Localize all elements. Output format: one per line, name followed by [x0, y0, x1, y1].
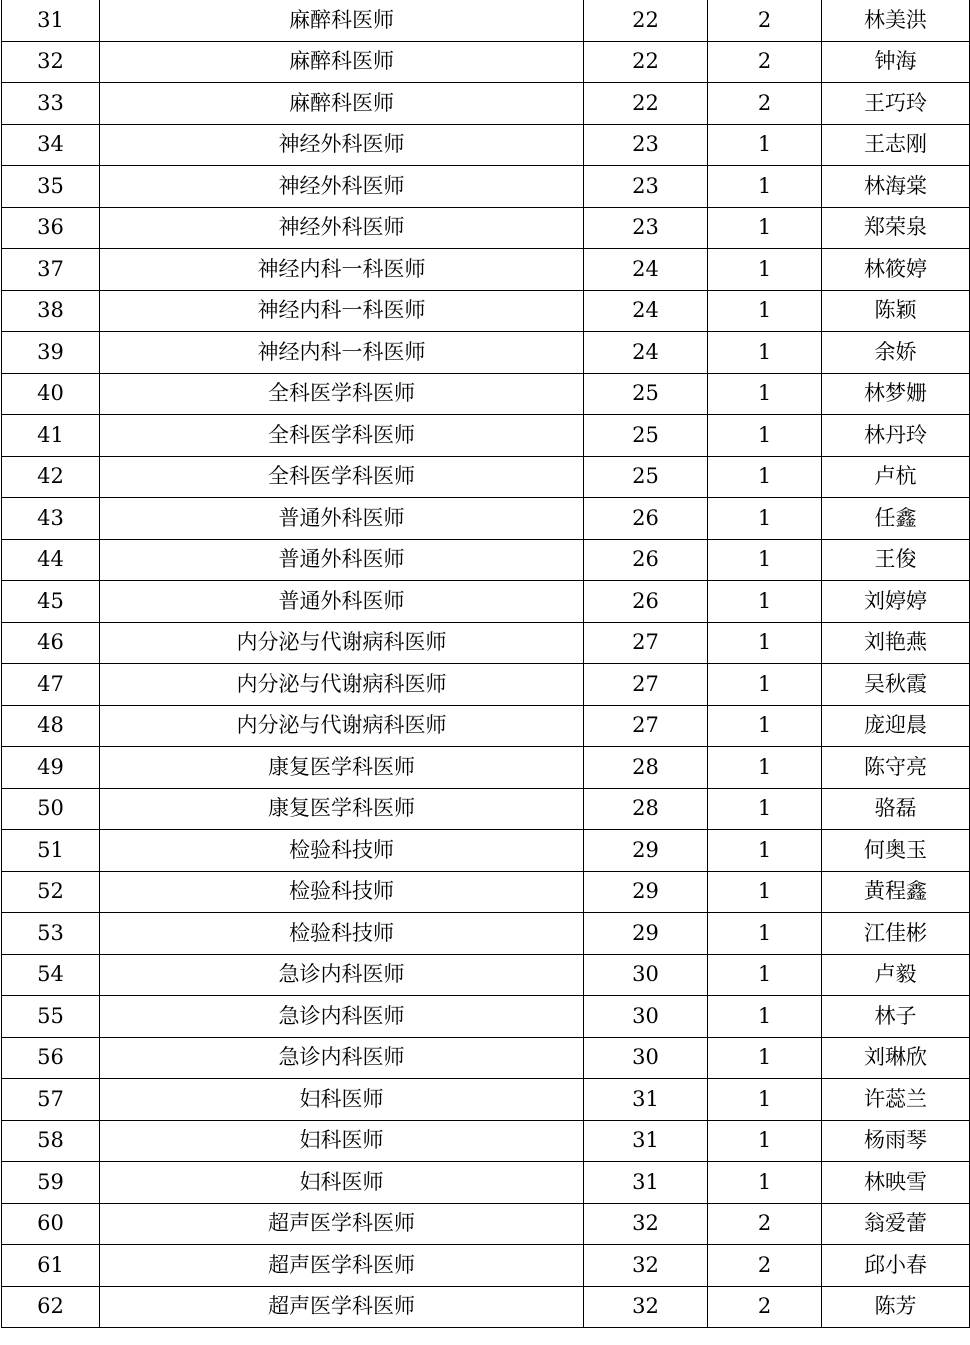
table-row: [2, 83, 970, 125]
cell-position: 康复医学科医师: [100, 747, 584, 789]
cell-serial-number: 55: [2, 996, 100, 1038]
cell-candidate-name: 吴秋霞: [822, 664, 970, 706]
cell-serial-number: 61: [2, 1245, 100, 1287]
cell-serial-number: 38: [2, 290, 100, 332]
table-row: [2, 332, 970, 374]
cell-position: 内分泌与代谢病科医师: [100, 664, 584, 706]
table-row: [2, 830, 970, 872]
cell-position-code: 30: [584, 996, 708, 1038]
cell-hiring-count: 1: [708, 373, 822, 415]
table-body: [2, 0, 970, 1328]
table-row: [2, 622, 970, 664]
cell-hiring-count: 1: [708, 788, 822, 830]
cell-position-code: 22: [584, 0, 708, 41]
cell-candidate-name: 王志刚: [822, 124, 970, 166]
cell-position-code: 24: [584, 249, 708, 291]
cell-serial-number: 31: [2, 0, 100, 41]
cell-position-code: 31: [584, 1162, 708, 1204]
cell-candidate-name: 卢毅: [822, 954, 970, 996]
cell-candidate-name: 骆磊: [822, 788, 970, 830]
cell-candidate-name: 刘艳燕: [822, 622, 970, 664]
table-row: [2, 871, 970, 913]
cell-position: 神经外科医师: [100, 166, 584, 208]
table-row: [2, 705, 970, 747]
cell-hiring-count: 1: [708, 1079, 822, 1121]
cell-position: 神经内科一科医师: [100, 249, 584, 291]
cell-position: 妇科医师: [100, 1079, 584, 1121]
cell-candidate-name: 陈芳: [822, 1286, 970, 1328]
cell-position: 全科医学科医师: [100, 456, 584, 498]
cell-hiring-count: 1: [708, 539, 822, 581]
cell-position: 检验科技师: [100, 913, 584, 955]
cell-candidate-name: 陈颖: [822, 290, 970, 332]
cell-hiring-count: 1: [708, 415, 822, 457]
table-row: [2, 581, 970, 623]
cell-position: 检验科技师: [100, 830, 584, 872]
cell-hiring-count: 1: [708, 830, 822, 872]
cell-position-code: 25: [584, 456, 708, 498]
cell-hiring-count: 1: [708, 954, 822, 996]
cell-position: 神经内科一科医师: [100, 332, 584, 374]
cell-position-code: 25: [584, 415, 708, 457]
cell-serial-number: 56: [2, 1037, 100, 1079]
cell-hiring-count: 1: [708, 124, 822, 166]
table-row: [2, 41, 970, 83]
cell-candidate-name: 卢杭: [822, 456, 970, 498]
cell-serial-number: 51: [2, 830, 100, 872]
table-row: [2, 166, 970, 208]
table-row: [2, 290, 970, 332]
cell-serial-number: 41: [2, 415, 100, 457]
cell-candidate-name: 钟海: [822, 41, 970, 83]
cell-position-code: 31: [584, 1120, 708, 1162]
cell-position-code: 32: [584, 1286, 708, 1328]
cell-position: 内分泌与代谢病科医师: [100, 622, 584, 664]
table-row: [2, 1286, 970, 1328]
table-row: [2, 1245, 970, 1287]
cell-candidate-name: 王俊: [822, 539, 970, 581]
cell-candidate-name: 何奥玉: [822, 830, 970, 872]
cell-candidate-name: 庞迎晨: [822, 705, 970, 747]
cell-hiring-count: 1: [708, 1162, 822, 1204]
cell-hiring-count: 1: [708, 290, 822, 332]
cell-candidate-name: 任鑫: [822, 498, 970, 540]
table-row: [2, 415, 970, 457]
cell-candidate-name: 林映雪: [822, 1162, 970, 1204]
cell-position: 麻醉科医师: [100, 0, 584, 41]
cell-serial-number: 53: [2, 913, 100, 955]
table-row: [2, 207, 970, 249]
cell-position: 超声医学科医师: [100, 1286, 584, 1328]
cell-serial-number: 34: [2, 124, 100, 166]
table-row: [2, 539, 970, 581]
cell-hiring-count: 1: [708, 456, 822, 498]
table-row: [2, 1120, 970, 1162]
cell-position-code: 27: [584, 664, 708, 706]
cell-position: 急诊内科医师: [100, 954, 584, 996]
cell-serial-number: 58: [2, 1120, 100, 1162]
table-row: [2, 954, 970, 996]
cell-serial-number: 44: [2, 539, 100, 581]
cell-position-code: 27: [584, 622, 708, 664]
cell-position: 全科医学科医师: [100, 373, 584, 415]
cell-position-code: 32: [584, 1203, 708, 1245]
cell-position: 急诊内科医师: [100, 1037, 584, 1079]
cell-serial-number: 35: [2, 166, 100, 208]
table-row: [2, 1203, 970, 1245]
cell-serial-number: 60: [2, 1203, 100, 1245]
cell-hiring-count: 1: [708, 249, 822, 291]
cell-hiring-count: 2: [708, 1203, 822, 1245]
cell-hiring-count: 2: [708, 0, 822, 41]
cell-position: 急诊内科医师: [100, 996, 584, 1038]
cell-serial-number: 39: [2, 332, 100, 374]
cell-position: 检验科技师: [100, 871, 584, 913]
cell-position-code: 24: [584, 332, 708, 374]
cell-position-code: 29: [584, 830, 708, 872]
cell-candidate-name: 林丹玲: [822, 415, 970, 457]
cell-position-code: 26: [584, 581, 708, 623]
cell-position-code: 26: [584, 539, 708, 581]
cell-serial-number: 62: [2, 1286, 100, 1328]
cell-hiring-count: 2: [708, 41, 822, 83]
cell-serial-number: 50: [2, 788, 100, 830]
cell-candidate-name: 黄程鑫: [822, 871, 970, 913]
cell-position-code: 23: [584, 124, 708, 166]
cell-position-code: 31: [584, 1079, 708, 1121]
cell-hiring-count: 1: [708, 705, 822, 747]
cell-position-code: 22: [584, 41, 708, 83]
cell-candidate-name: 林海棠: [822, 166, 970, 208]
cell-position-code: 22: [584, 83, 708, 125]
cell-serial-number: 49: [2, 747, 100, 789]
cell-hiring-count: 1: [708, 166, 822, 208]
cell-position: 普通外科医师: [100, 539, 584, 581]
table-row: [2, 747, 970, 789]
cell-serial-number: 54: [2, 954, 100, 996]
table-row: [2, 1162, 970, 1204]
cell-position-code: 28: [584, 747, 708, 789]
cell-serial-number: 52: [2, 871, 100, 913]
cell-position: 全科医学科医师: [100, 415, 584, 457]
table-row: [2, 788, 970, 830]
cell-serial-number: 48: [2, 705, 100, 747]
table-row: [2, 996, 970, 1038]
cell-position: 麻醉科医师: [100, 41, 584, 83]
table-row: [2, 1079, 970, 1121]
cell-position-code: 24: [584, 290, 708, 332]
table-row: [2, 456, 970, 498]
cell-position: 神经外科医师: [100, 124, 584, 166]
cell-serial-number: 42: [2, 456, 100, 498]
cell-position-code: 28: [584, 788, 708, 830]
cell-hiring-count: 1: [708, 871, 822, 913]
cell-hiring-count: 1: [708, 332, 822, 374]
cell-candidate-name: 杨雨琴: [822, 1120, 970, 1162]
cell-hiring-count: 1: [708, 913, 822, 955]
cell-position: 妇科医师: [100, 1162, 584, 1204]
cell-hiring-count: 1: [708, 1120, 822, 1162]
cell-serial-number: 59: [2, 1162, 100, 1204]
cell-position-code: 29: [584, 913, 708, 955]
table-row: [2, 913, 970, 955]
cell-serial-number: 32: [2, 41, 100, 83]
cell-position-code: 25: [584, 373, 708, 415]
cell-hiring-count: 2: [708, 1245, 822, 1287]
cell-position-code: 27: [584, 705, 708, 747]
cell-serial-number: 33: [2, 83, 100, 125]
table-row: [2, 498, 970, 540]
cell-position-code: 26: [584, 498, 708, 540]
cell-hiring-count: 1: [708, 996, 822, 1038]
cell-candidate-name: 林美洪: [822, 0, 970, 41]
cell-candidate-name: 陈守亮: [822, 747, 970, 789]
table-row: [2, 1037, 970, 1079]
cell-position-code: 23: [584, 207, 708, 249]
cell-position: 神经外科医师: [100, 207, 584, 249]
cell-position-code: 32: [584, 1245, 708, 1287]
candidate-table: [1, 0, 970, 1328]
cell-position: 康复医学科医师: [100, 788, 584, 830]
cell-position: 神经内科一科医师: [100, 290, 584, 332]
cell-position-code: 30: [584, 1037, 708, 1079]
cell-candidate-name: 林筱婷: [822, 249, 970, 291]
cell-position: 内分泌与代谢病科医师: [100, 705, 584, 747]
cell-hiring-count: 1: [708, 622, 822, 664]
cell-serial-number: 37: [2, 249, 100, 291]
cell-serial-number: 45: [2, 581, 100, 623]
cell-position: 普通外科医师: [100, 581, 584, 623]
cell-hiring-count: 1: [708, 1037, 822, 1079]
cell-candidate-name: 翁爱蕾: [822, 1203, 970, 1245]
cell-serial-number: 46: [2, 622, 100, 664]
cell-candidate-name: 林梦姗: [822, 373, 970, 415]
cell-candidate-name: 刘婷婷: [822, 581, 970, 623]
cell-hiring-count: 1: [708, 664, 822, 706]
table-row: [2, 0, 970, 41]
cell-position: 妇科医师: [100, 1120, 584, 1162]
cell-candidate-name: 林子: [822, 996, 970, 1038]
cell-hiring-count: 2: [708, 1286, 822, 1328]
cell-hiring-count: 1: [708, 207, 822, 249]
cell-hiring-count: 1: [708, 581, 822, 623]
cell-serial-number: 36: [2, 207, 100, 249]
cell-position-code: 29: [584, 871, 708, 913]
cell-candidate-name: 余娇: [822, 332, 970, 374]
cell-candidate-name: 邱小春: [822, 1245, 970, 1287]
cell-hiring-count: 1: [708, 747, 822, 789]
cell-candidate-name: 郑荣泉: [822, 207, 970, 249]
table-row: [2, 249, 970, 291]
cell-candidate-name: 许蕊兰: [822, 1079, 970, 1121]
cell-position: 普通外科医师: [100, 498, 584, 540]
cell-hiring-count: 2: [708, 83, 822, 125]
cell-serial-number: 57: [2, 1079, 100, 1121]
cell-serial-number: 40: [2, 373, 100, 415]
cell-candidate-name: 江佳彬: [822, 913, 970, 955]
cell-position-code: 30: [584, 954, 708, 996]
cell-position: 超声医学科医师: [100, 1245, 584, 1287]
cell-candidate-name: 王巧玲: [822, 83, 970, 125]
cell-hiring-count: 1: [708, 498, 822, 540]
cell-position: 超声医学科医师: [100, 1203, 584, 1245]
cell-position-code: 23: [584, 166, 708, 208]
cell-serial-number: 43: [2, 498, 100, 540]
cell-serial-number: 47: [2, 664, 100, 706]
cell-position: 麻醉科医师: [100, 83, 584, 125]
table-row: [2, 373, 970, 415]
table-row: [2, 124, 970, 166]
cell-candidate-name: 刘琳欣: [822, 1037, 970, 1079]
table-row: [2, 664, 970, 706]
